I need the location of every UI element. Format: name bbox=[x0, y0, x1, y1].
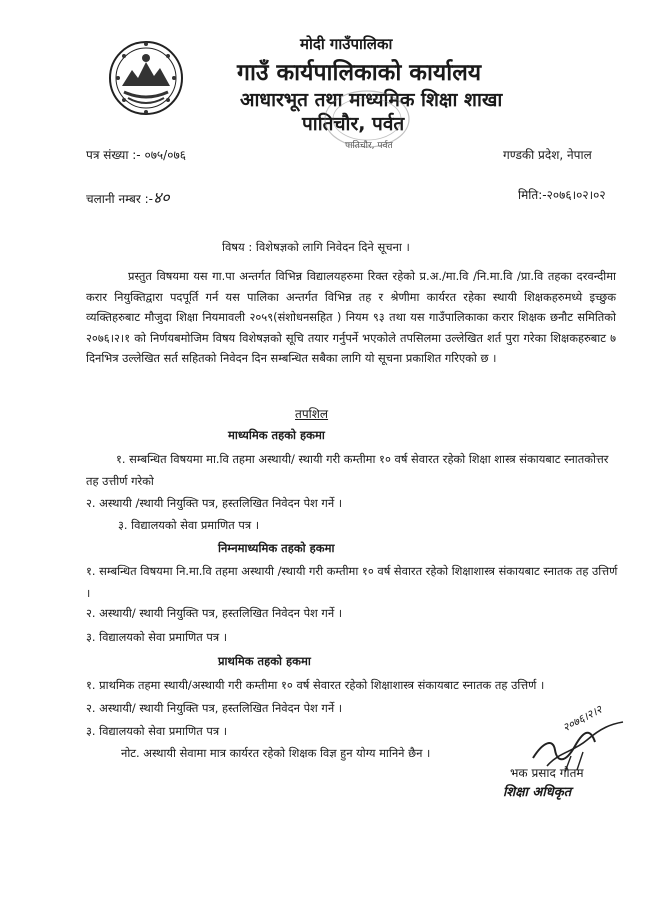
primary-level-heading: प्राथमिक तहको हकमा bbox=[218, 654, 311, 668]
secondary-level-heading: माध्यमिक तहको हकमा bbox=[228, 428, 325, 442]
secondary-item-1: १. सम्बन्धित विषयमा मा.वि तहमा अस्थायी/ स्थायी गरी कम्तीमा १० वर्ष सेवारत रहेको शिक्षा शास्त्र संकायबाट स्नातकोत्तर तह उत्तीर्ण गरेको bbox=[86, 452, 609, 488]
lower-secondary-item-3: ३. विद्यालयको सेवा प्रमाणित पत्र । bbox=[86, 630, 228, 644]
lower-secondary-item-1: १. सम्बन्धित विषयमा नि.मा.वि तहमा अस्थायी /स्थायी गरी कम्तीमा १० वर्ष सेवारत रहेको शिक्षाशास्त्र संकायबाट स्नातक तह उत्तिर्ण । bbox=[86, 564, 618, 600]
signature-date: २०७६।२।२ bbox=[560, 702, 605, 735]
notice-body: प्रस्तुत विषयमा यस गा.पा अन्तर्गत विभिन्न विद्यालयहरुमा रिक्त रहेको प्र.अ./मा.वि /नि.मा.वि /प्रा.वि तहका दरवन्दीमा करार नियुक्तिद्वारा पदपूर्ति गर्न यस पालिका अन्तर्गत विभिन्न तह र श्रेणीमा कार्यरत रहेका स्थायी शिक्षकहरुमध्ये इच्छुक व्यक्तिहरुबाट मौजुदा शिक्षा नियमावली २०५९(संशोधनसहित ) नियम ९३ तथा यस गाउँपालिकाका करार शिक्षक छनौट समितिको २०७६।२।१ को निर्णयबमोजिम विषय विशेषज्ञको सूचि तयार गर्नुपर्ने भएकोले तपसिलमा उल्लेखित शर्त पुरा गरेका शिक्षकहरुबाट ७ दिनभित्र उल्लेखित सर्त सहितको निवेदन दिन सम्बन्धित सबैका लागि यो सूचना प्रकाशित गरिएको छ । bbox=[86, 269, 616, 365]
eligibility-note: नोट. अस्थायी सेवामा मात्र कार्यरत रहेको शिक्षक विज्ञ हुन योग्य मानिने छैन । bbox=[121, 746, 431, 760]
stamp-text: पातिचौर, पर्वत bbox=[345, 141, 393, 151]
subject-line: विषय : विशेषज्ञको लागि निवेदन दिने सूचना । bbox=[222, 240, 410, 254]
office-name: गाउँ कार्यपालिकाको कार्यालय bbox=[237, 60, 482, 86]
province-label: गण्डकी प्रदेश, नेपाल bbox=[503, 148, 592, 162]
signatory-name: भक प्रसाद गौतम bbox=[510, 766, 584, 780]
lower-secondary-level-heading: निम्नमाध्यमिक तहको हकमा bbox=[218, 541, 335, 555]
branch-name: आधारभूत तथा माध्यमिक शिक्षा शाखा bbox=[240, 89, 503, 111]
primary-item-1: १. प्राथमिक तहमा स्थायी/अस्थायी गरी कम्तीमा १० वर्ष सेवारत रहेको शिक्षाशास्त्र संकायबाट स्नातक तह उत्तिर्ण । bbox=[86, 678, 545, 692]
dispatch-number bbox=[86, 186, 170, 208]
signatory-title: शिक्षा अधिकृत bbox=[503, 785, 572, 800]
primary-item-3: ३. विद्यालयको सेवा प्रमाणित पत्र । bbox=[86, 724, 228, 738]
details-heading: तपशिल bbox=[295, 407, 329, 421]
primary-item-2: २. अस्थायी/ स्थायी नियुक्ति पत्र, हस्तलिखित निवेदन पेश गर्ने । bbox=[86, 701, 343, 715]
dispatch-label: चलानी नम्बर :- bbox=[86, 192, 153, 206]
municipality-name: मोदी गाउँपालिका bbox=[300, 35, 393, 53]
secondary-item-2: २. अस्थायी /स्थायी नियुक्ति पत्र, हस्तलिखित निवेदन पेश गर्ने । bbox=[86, 496, 343, 510]
secondary-item-3: ३. विद्यालयको सेवा प्रमाणित पत्र । bbox=[118, 518, 260, 532]
lower-secondary-item-2: २. अस्थायी/ स्थायी नियुक्ति पत्र, हस्तलिखित निवेदन पेश गर्ने । bbox=[86, 606, 343, 620]
municipality-emblem-icon bbox=[108, 40, 184, 116]
letter-date: मिति:-२०७६।०२।०२ bbox=[518, 188, 606, 202]
office-location: पातिचौर, पर्वत bbox=[302, 113, 405, 135]
dispatch-handwritten-value: ४० bbox=[152, 188, 170, 207]
reference-number: पत्र संख्या :- ०७५/०७६ bbox=[86, 148, 186, 162]
